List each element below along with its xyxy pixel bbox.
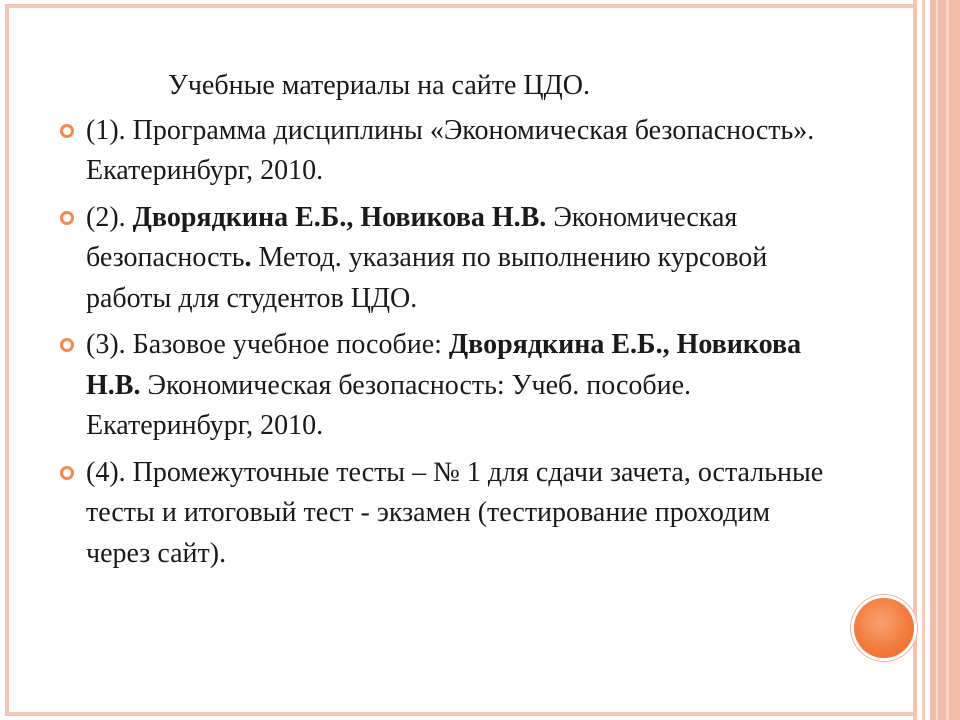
- decorative-stripe: [922, 0, 925, 720]
- decorative-stripe: [936, 0, 938, 720]
- decorative-orange-circle: [854, 598, 914, 658]
- item-text: Метод. указания по выполнению курсовой работы для студентов ЦДО.: [86, 242, 768, 314]
- list-item: [60, 111, 840, 192]
- decorative-stripe: [930, 0, 960, 720]
- list-item: [60, 325, 840, 447]
- bullet-icon: [60, 466, 74, 480]
- item-text: (2).: [86, 201, 133, 233]
- item-text: (1). Программа дисциплины «Экономическая безопасность». Екатеринбург, 2010.: [86, 114, 815, 186]
- frame-left-border: [5, 4, 9, 716]
- item-authors: Дворядкина Е.Б., Новикова Н.В.: [86, 329, 802, 401]
- item-authors: Дворядкина Е.Б., Новикова Н.В.: [132, 201, 547, 233]
- item-text: (4). Промежуточные тесты – № 1 для сдачи зачета, остальные тесты и итоговый тест - экзамен (тестирование проходим через сайт).: [86, 456, 824, 569]
- bullet-icon: [60, 338, 74, 352]
- bullet-icon: [60, 211, 74, 225]
- decorative-stripe: [913, 0, 917, 720]
- materials-list: [60, 111, 840, 575]
- frame-top-border: [5, 4, 917, 8]
- item-text: Экономическая безопасность: [86, 201, 738, 273]
- list-item: [60, 198, 840, 320]
- slide-content: [60, 66, 840, 580]
- slide-title: Учебные материалы на сайте ЦДО.: [168, 70, 590, 101]
- decorative-stripe: [946, 0, 949, 720]
- list-item: [60, 453, 840, 575]
- item-text: (3). Базовое учебное пособие:: [86, 329, 449, 360]
- item-text: Экономическая безопасность: Учеб. пособие. Екатеринбург, 2010.: [86, 369, 692, 441]
- frame-bottom-border: [5, 712, 917, 716]
- item-bold-period: .: [244, 242, 252, 273]
- bullet-icon: [60, 124, 74, 138]
